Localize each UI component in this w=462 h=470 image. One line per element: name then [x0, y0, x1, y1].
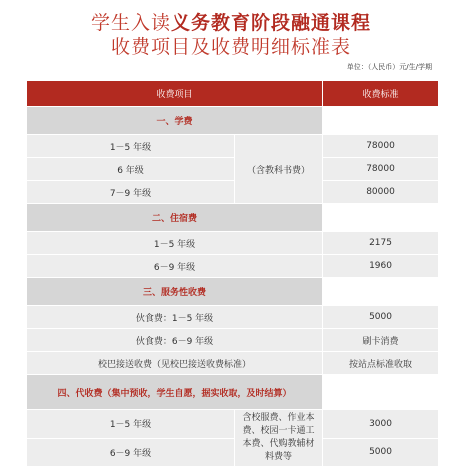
row-note: 含校服费、作业本费、校园一卡通工本费、代购教辅材料费等 — [235, 410, 323, 467]
row-value: 3000 — [323, 410, 439, 439]
section-row — [27, 107, 439, 135]
table-row — [27, 438, 439, 467]
table-row — [27, 181, 439, 204]
table-row — [27, 306, 439, 329]
row-value: 78000 — [323, 158, 439, 181]
row-label: 伙食费：6－9 年级 — [27, 329, 323, 352]
section-blank — [323, 375, 439, 410]
table-row — [27, 329, 439, 352]
table-row — [27, 158, 439, 181]
table-row — [27, 352, 439, 375]
row-label: 6－9 年级 — [27, 255, 323, 278]
section-row — [27, 204, 439, 232]
row-note: （含教科书费） — [235, 135, 323, 204]
row-label: 6 年级 — [27, 158, 235, 181]
row-label: 1－5 年级 — [27, 410, 235, 439]
row-value: 5000 — [323, 438, 439, 467]
header-standard: 收费标准 — [323, 81, 439, 107]
fee-table — [26, 80, 439, 467]
section-row — [27, 375, 439, 410]
section-row — [27, 278, 439, 306]
table-row — [27, 410, 439, 439]
row-label: 校巴接送收费（见校巴接送收费标准） — [27, 352, 323, 375]
table-header-row — [27, 81, 439, 107]
section-title: 四、代收费（集中预收，学生自愿，据实收取，及时结算） — [27, 375, 323, 410]
row-label: 1－5 年级 — [27, 232, 323, 255]
row-value: 按站点标准收取 — [323, 352, 439, 375]
row-value: 刷卡消费 — [323, 329, 439, 352]
page-title-line1 — [0, 8, 462, 35]
row-label: 1－5 年级 — [27, 135, 235, 158]
row-value: 1960 — [323, 255, 439, 278]
table-row — [27, 255, 439, 278]
row-value: 78000 — [323, 135, 439, 158]
section-title: 三、服务性收费 — [27, 278, 323, 306]
row-value: 2175 — [323, 232, 439, 255]
section-title: 一、学费 — [27, 107, 323, 135]
header-item: 收费项目 — [27, 81, 323, 107]
table-row — [27, 135, 439, 158]
section-blank — [323, 107, 439, 135]
section-blank — [323, 278, 439, 306]
section-blank — [323, 204, 439, 232]
row-value: 5000 — [323, 306, 439, 329]
page-title-line2: 收费项目及收费明细标准表 — [110, 36, 351, 58]
row-label: 7－9 年级 — [27, 181, 235, 204]
table-row — [27, 232, 439, 255]
title-bold: 义务教育阶段融通课程 — [171, 12, 372, 34]
section-title: 二、住宿费 — [27, 204, 323, 232]
unit-label: 单位：（人民币）元/生/学期 — [346, 63, 432, 71]
row-label: 伙食费：1－5 年级 — [27, 306, 323, 329]
title-prefix: 学生入读 — [90, 12, 171, 34]
row-value: 80000 — [323, 181, 439, 204]
row-label: 6－9 年级 — [27, 438, 235, 467]
